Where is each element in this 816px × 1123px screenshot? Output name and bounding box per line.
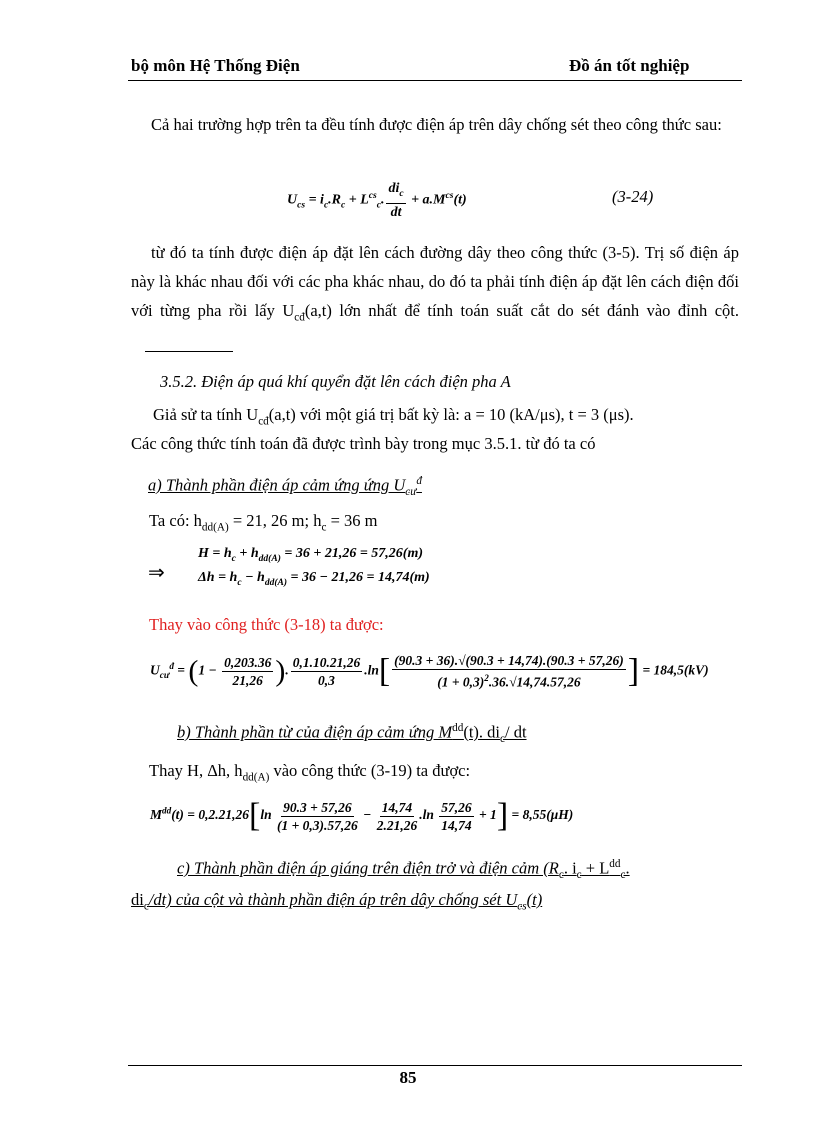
- subsection-c-heading-line1: c) Thành phần điện áp giáng trên điện trở và điện cảm ($R_c$. $i_c + L^{dd}_c$.: [177, 858, 630, 881]
- equation-M: $M^{dd}(t) = 0,2.21,26[\ln$ $\frac{90.3 + 57,26}{(1 + 0,3).57,26}$ − $\frac{14,74}{2.21,26}$ .ln $\frac{57,26}{14,74}$ + 1] = 8,55(μH): [150, 797, 574, 834]
- paragraph-intro: Cả hai trường hợp trên ta đều tính được điện áp trên dây chống sét theo công thức sau:: [151, 115, 722, 134]
- equation-number-3-24: (3-24): [612, 187, 654, 206]
- equation-H: $H = h_c + h_{dd(A)} = 36 + 21,26 = 57,26(m)$: [198, 546, 424, 564]
- equation-3-24: $U_{cs} = i_c.R_c + L^{cs}_c$. $\frac{di_c}{dt}$ + $a.M^{cs}(t)$: [287, 181, 467, 220]
- subsection-a-heading: a) Thành phần điện áp cảm ứng ứng $U_{cư}^đ$: [148, 475, 422, 498]
- paragraph-assumption-line2: Các công thức tính toán đã được trình bày trong mục 3.5.1. từ đó ta có: [131, 434, 596, 453]
- paragraph-explanation: từ đó ta tính được điện áp đặt lên cách đường dây theo công thức (3-5). Trị số điện áp này là khác nhau đối với các pha khác nhau, do đó ta phải tính điện áp đặt lên cách điện đối với từng pha rồi lấy $U_{cđ}(a,t)$ lớn nhất để tính toán suất cắt do sét đánh vào đỉnh cột.: [131, 238, 739, 361]
- equation-delta-h: $\Delta h = h_c - h_{dd(A)} = 36 - 21,26 = 14,74(m)$: [198, 570, 430, 588]
- paragraph-assumption-line1: Giả sử ta tính $U_{cđ}(a,t)$ với một giá trị bất kỳ là: a = 10 (kA/μs), t = 3 (μs).: [153, 405, 634, 428]
- header-right: Đồ án tốt nghiệp: [569, 56, 690, 75]
- substitution-note: Thay vào công thức (3-18) ta được:: [149, 615, 384, 634]
- header-rule: [128, 80, 742, 81]
- page-number: 85: [399, 1068, 417, 1087]
- subsection-b-heading: b) Thành phần từ của điện áp cảm ứng $M^{dd}(t)$. $di_c/$ dt: [177, 722, 527, 745]
- substitution-line: Thay H, Δh, $h_{dd(A)}$ vào công thức (3-19) ta được:: [149, 761, 471, 784]
- header-left: bộ môn Hệ Thống Điện: [131, 56, 300, 75]
- section-heading: 3.5.2. Điện áp quá khí quyển đặt lên cách điện pha A: [160, 372, 511, 391]
- equation-Ucu: $U_{cư}^đ = (1$ − $\frac{0,203.36}{21,26}$ ). $\frac{0,1.10.21,26}{0,3}$ .ln[ $\frac{(90.3 + 36).√(90.3 + 14,74).(90.3 + 57,26)}{(1 + 0,3)^2.36.√14,74.57,26}$ ] = 184,5(kV): [150, 652, 709, 690]
- blank-line: [145, 337, 233, 352]
- subsection-c-heading-line2: $di_c/dt$) của cột và thành phần điện áp trên dây chống sét $U_{cs}(t)$: [131, 890, 543, 913]
- implies-icon: ⇒: [148, 562, 165, 584]
- given-values: Ta có: $h_{dd(A)} = 21$, 26 m; $h_c = 36$ m: [149, 511, 378, 534]
- footer-rule: [128, 1065, 742, 1066]
